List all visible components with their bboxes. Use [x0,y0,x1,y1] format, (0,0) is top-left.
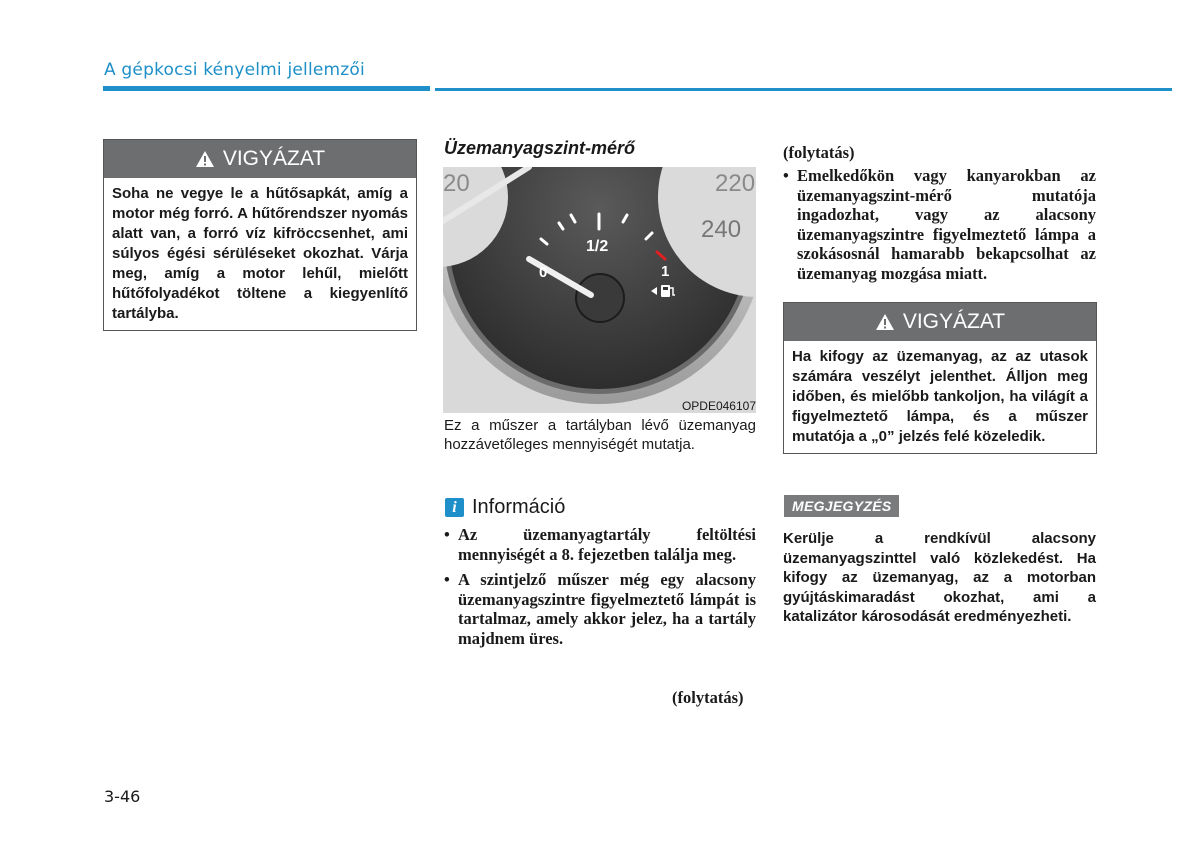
speedo-label-left: 20 [443,170,470,197]
list-item: • Az üzemanyagtartály feltöltési mennyiségét a 8. fejezetben találja meg. [444,525,756,564]
gauge-description: Ez a műszer a tartályban lévő üzemanyag hozzávetőleges mennyiségét mutatja. [444,417,756,453]
gauge-label-full: 1 [661,263,670,280]
coolant-warning-box [103,139,417,331]
bullet-text: Emelkedőkön vagy kanyarokban az üzemanyagszint-mérő mutatója ingadozhat, vagy az alacsony üzemanyagszintre figyelmeztető lámpa a szokásosnál hamarabb bekapcsolhat az üzemanyag mozgása miatt. [797,166,1096,283]
header-rule-thin [435,88,1172,91]
gauge-label-empty: 0 [539,264,548,281]
info-bullet-list [444,525,756,648]
speedo-label-220: 220 [715,170,756,197]
note-badge: MEGJEGYZÉS [784,495,899,517]
warning-title: VIGYÁZAT [902,310,1006,333]
warning-triangle-icon [195,150,215,168]
gauge-label-half: 1/2 [586,238,609,255]
section-header-title: A gépkocsi kényelmi jellemzői [104,60,365,80]
warning-text: Ha kifogy az üzemanyag, az az utasok számára veszélyt jelenthet. Álljon meg időben, és mielőbb tankoljon, ha világít a figyelmeztető lámpa, és a műszer mutatója a „0” jelzés felé közeledik. [792,348,1088,445]
list-item: • A szintjelző műszer még egy alacsony üzemanyagszintre figyelmeztető lámpát is tartalmaz, amely akkor jelez, ha a tartály majdnem üres. [444,570,756,648]
right-bullet-list [783,166,1096,283]
fuel-warning-box [783,302,1097,454]
fuel-gauge-image [443,167,756,413]
continued-header: (folytatás) [783,143,855,162]
warning-text: Soha ne vegye le a hűtősapkát, amíg a motor még forró. A hűtőrendszer nyomás alatt van, a forró víz kifröccsenhet, ami súlyos égési sérüléseket okozhat. Várja meg, amíg a motor lehűl, mielőtt hűtőfolyadékot töltene a kiegyenlítő tartályba. [112,185,408,322]
page-number: 3-46 [104,787,141,806]
info-icon: i [445,498,464,517]
warning-triangle-icon [875,313,895,331]
warning-title: VIGYÁZAT [222,147,326,170]
warning-header [784,303,1096,341]
bullet-text: Az üzemanyagtartály feltöltési mennyiségét a 8. fejezetben találja meg. [458,525,756,564]
info-heading [445,496,565,519]
bullet-text: A szintjelző műszer még egy alacsony üzemanyagszintre figyelmeztető lámpát is tartalmaz, amely akkor jelez, ha a tartály majdnem üres. [458,570,756,648]
warning-header [104,140,416,178]
image-code: OPDE046107 [681,399,756,413]
info-title: Információ [472,496,566,518]
speedo-label-240: 240 [701,216,742,243]
section-title: Üzemanyagszint-mérő [444,138,636,158]
note-text: Kerülje a rendkívül alacsony üzemanyagszinttel való közlekedést. Ha kifogy az üzemanyag, az a motorban gyújtáskimaradást okozhat, ami a katalizátor károsodását eredményezheti. [783,530,1096,625]
list-item: • Emelkedőkön vagy kanyarokban az üzemanyagszint-mérő mutatója ingadozhat, vagy az alacsony üzemanyagszintre figyelmeztető lámpa a szokásosnál hamarabb bekapcsolhat az üzemanyag mozgása miatt. [783,166,1096,283]
header-rule-thick [103,86,430,91]
continued-label: (folytatás) [672,688,744,707]
